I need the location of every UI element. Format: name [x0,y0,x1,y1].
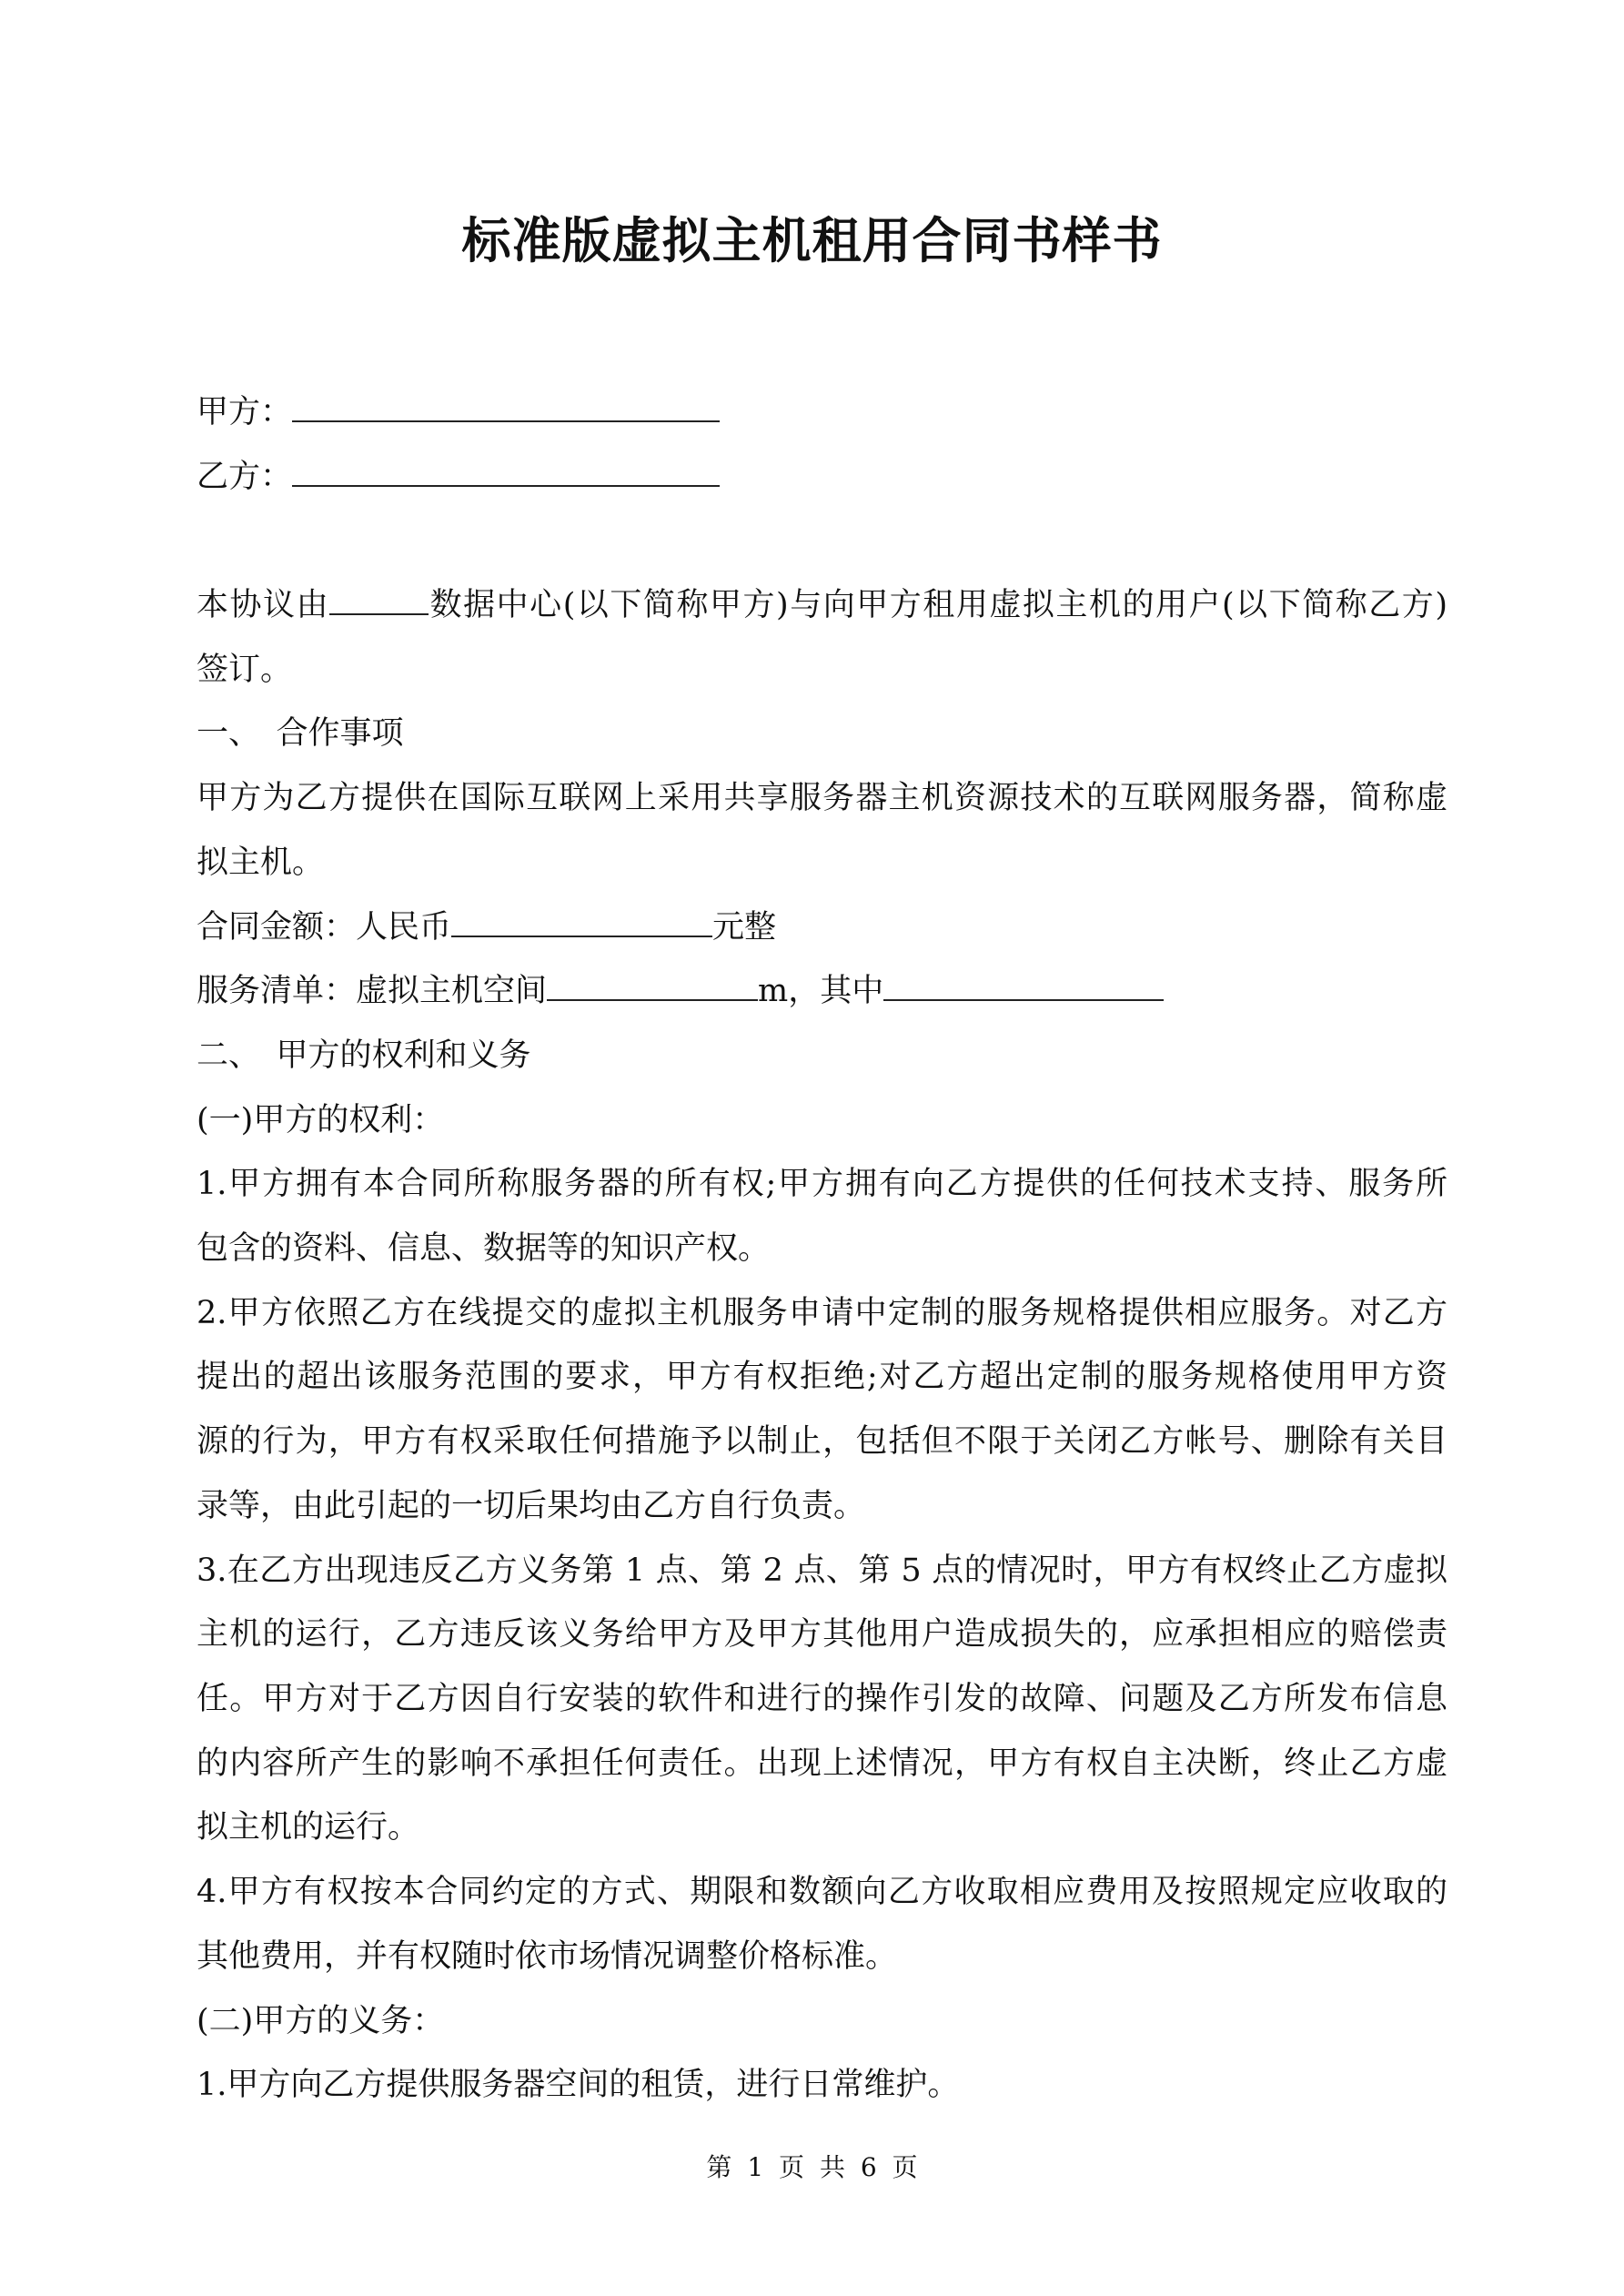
service-list [197,968,1447,1014]
paragraph-line: 的内容所产生的影响不承担任何责任。出现上述情况，甲方有权自主决断，终止乙方虚 [197,1745,1447,1782]
paragraph-line: 1.甲方拥有本合同所称服务器的所有权;甲方拥有向乙方提供的任何技术支持、服务所 [197,1166,1447,1202]
data-center-blank[interactable] [329,582,429,615]
paragraph-line: 其他费用，并有权随时依市场情况调整价格标准。 [197,1938,898,1975]
section-2-heading: 二、 甲方的权利和义务 [197,1037,531,1074]
document-title: 标准版虚拟主机租用合同书样书 [461,211,1163,269]
paragraph-line: 拟主机。 [197,845,325,881]
paragraph-line: 源的行为，甲方有权采取任何措施予以制止，包括但不限于关闭乙方帐号、删除有关目 [197,1423,1447,1460]
party-b-field [197,454,1447,500]
paragraph-line: 甲方为乙方提供在国际互联网上采用共享服务器主机资源技术的互联网服务器，简称虚 [197,780,1447,816]
party-a-blank[interactable] [292,389,720,422]
service-detail-blank[interactable] [883,968,1164,1001]
party-b-blank[interactable] [292,454,720,487]
service-label: 服务清单：虚拟主机空间 [197,973,548,1009]
intro-pre: 本协议由 [197,587,330,623]
amount-blank[interactable] [451,905,712,937]
subsection-duties: (二)甲方的义务： [197,2003,445,2039]
paragraph-line: 包含的资料、信息、数据等的知识产权。 [197,1230,771,1267]
party-a-field [197,389,1447,435]
service-mid: m，其中 [758,973,884,1009]
subsection-rights: (一)甲方的权利： [197,1102,445,1138]
intro-line [197,582,1447,628]
party-b-label: 乙方： [197,459,293,495]
section-1-heading: 一、 合作事项 [197,715,404,752]
paragraph-line: 3.在乙方出现违反乙方义务第 1 点、第 2 点、第 5 点的情况时，甲方有权终止乙方虚拟 [197,1553,1447,1589]
amount-label: 合同金额：人民币 [197,909,452,946]
intro-post: 数据中心(以下简称甲方)与向甲方租用虚拟主机的用户(以下简称乙方) [429,587,1447,623]
paragraph-line: 主机的运行，乙方违反该义务给甲方及甲方其他用户造成损失的，应承担相应的赔偿责 [197,1616,1447,1653]
amount-suffix: 元整 [712,909,777,946]
contract-amount [197,905,1447,950]
paragraph-line: 提出的超出该服务范围的要求，甲方有权拒绝;对乙方超出定制的服务规格使用甲方资 [197,1359,1447,1395]
paragraph-line: 录等，由此引起的一切后果均由乙方自行负责。 [197,1488,866,1524]
paragraph-line: 4.甲方有权按本合同约定的方式、期限和数额向乙方收取相应费用及按照规定应收取的 [197,1874,1447,1910]
paragraph-line: 拟主机的运行。 [197,1809,420,1846]
paragraph-line: 任。甲方对于乙方因自行安装的软件和进行的操作引发的故障、问题及乙方所发布信息 [197,1681,1447,1717]
page-number: 第 1 页 共 6 页 [706,2152,918,2182]
paragraph-line: 2.甲方依照乙方在线提交的虚拟主机服务申请中定制的服务规格提供相应服务。对乙方 [197,1295,1447,1331]
party-a-label: 甲方： [197,394,293,430]
space-blank[interactable] [547,968,758,1001]
paragraph-line: 1.甲方向乙方提供服务器空间的租赁，进行日常维护。 [197,2067,960,2103]
intro-line-2: 签订。 [197,652,293,688]
